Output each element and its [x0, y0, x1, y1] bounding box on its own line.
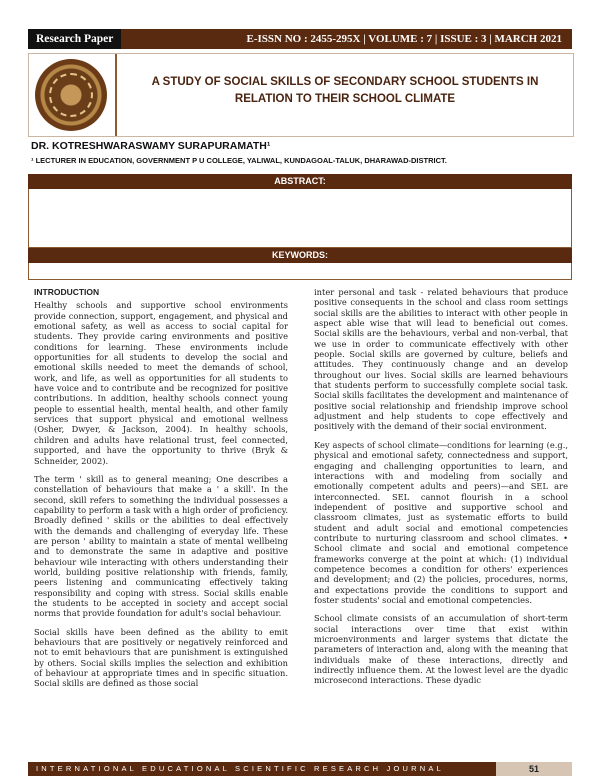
paragraph: The term ' skill as to general meaning; One describes a constellation of behaviours that make a ' a skill'. In the second, skill refers to something the individual possesses a capability to perform a task with a high order of proficiency. Broadly defined ' skills or the abilities to deal effectively with the demands and challenging of everyday life. These are person ' ability to maintain a state of mental wellbeing and to demonstrate the same in adaptive and positive behaviour wile interacting with others understanding their world, building positive relationship with friends, family, peers listening and communicating effectively taking responsibility and coping with stress. Social skills enable the students to be accepted in society and accept social norms that provide foundation for adult's social behaviour.: [34, 473, 288, 619]
journal-name: INTERNATIONAL EDUCATIONAL SCIENTIFIC RESEARCH JOURNAL: [36, 764, 444, 773]
paper-title: [121, 74, 569, 108]
abstract-box: [28, 189, 572, 248]
abstract-heading: ABSTRACT:: [28, 174, 572, 189]
paper-title-line-1: A STUDY OF SOCIAL SKILLS OF SECONDARY SCHOOL STUDENTS IN: [151, 76, 539, 88]
research-paper-badge: Research Paper: [28, 29, 121, 49]
journal-footer: [28, 762, 572, 776]
paragraph: Healthy schools and supportive school environments provide connection, support, engagement, and physical and emotional safety, as well as access to social capital for students. They provide caring environments and positive conditions for learning. These environments include opportunities for all students to develop the social and emotional skills needed to meet the demands of school, work, and life, as well as opportunities for all students to have voice and to contribute and be recognized for positive contributions. In addition, healthy schools connect young people to essential health, mental health, and other family services that support physical and emotional wellness (Osher, Dwyer, & Jackson, 2004). In healthy schools, children and adults have relational trust, feel connected, supported, and have the opportunity to thrive (Bryk & Schneider, 2002).: [34, 300, 288, 466]
author-name: DR. KOTRESHWARASWAMY SURAPURAMATH¹: [31, 140, 271, 152]
right-column: [314, 287, 568, 694]
paper-title-line-2: RELATION TO THEIR SCHOOL CLIMATE: [234, 93, 456, 105]
left-column: [34, 287, 288, 697]
author-affiliation: ¹ LECTURER IN EDUCATION, GOVERNMENT P U COLLEGE, YALIWAL, KUNDAGOAL-TALUK, DHARAWAD-DISTRICT.: [31, 156, 447, 165]
page-number: 51: [496, 762, 572, 776]
issn-volume-info: E-ISSN NO : 2455-295X | VOLUME : 7 | ISSUE : 3 | MARCH 2021: [246, 33, 562, 45]
keywords-box: [28, 263, 572, 280]
header-divider: [115, 54, 117, 136]
paragraph: inter personal and task - related behaviours that produce positive consequents in the school and class room settings social skills are the abilities to interact with other people in aspect able wise that will lead to beneficial out comes. Social skills are the behaviours, verbal and non-verbal, that we use in order to communicate effectively with other people. Social skills are governed by culture, beliefs and attitudes. They continuously change and an develop throughout our lives. Social skills are learned behaviours that students perform to successfully complete social task. Social skills facilitates the development and maintenance of positive social relationship and friendship improve school adjustment and help students to cope effectively and positively with the demand of their social environment.: [314, 287, 568, 432]
title-header: [28, 53, 574, 137]
journal-seal-logo: [35, 59, 107, 131]
journal-top-bar: [28, 29, 572, 49]
paragraph: School climate consists of an accumulation of short-term social interactions over time that exist within microenvironments and larger systems that dictate the parameters of interaction and, along with the meaning that individuals make of these interactions, directly and indirectly influence them. At the lowest level are the dyadic microsecond interactions. These dyadic: [314, 613, 568, 686]
paragraph: Key aspects of school climate—conditions for learning (e.g., physical and emotional safety, connectedness and support, engaging and challenging opportunities to learn, and interactions with and modeling from socially and emotionally competent adults and peers)—and SEL are interconnected. SEL cannot flourish in a school independent of positive and supportive school and classroom climates, just as systematic efforts to build student and adult social and emotional competencies contribute to nurturing classroom and school climates. • School climate and social and emotional competence frameworks converge at the point at which: (1) individual competence becomes a condition for others' experiences and development; and (2) the policies, procedures, norms, and expectations provide the conditions to support and foster students' social and emotional competencies.: [314, 439, 568, 605]
paragraph: Social skills have been defined as the ability to emit behaviours that are positively or negatively reinforced and not to emit behaviours that are punishment is extinguished by others. Social skills implies the selection and exhibition of behaviour at appropriate times and in specific situation. Social skills are defined as those social: [34, 626, 288, 689]
keywords-heading: KEYWORDS:: [28, 248, 572, 263]
introduction-heading: INTRODUCTION: [34, 287, 100, 297]
